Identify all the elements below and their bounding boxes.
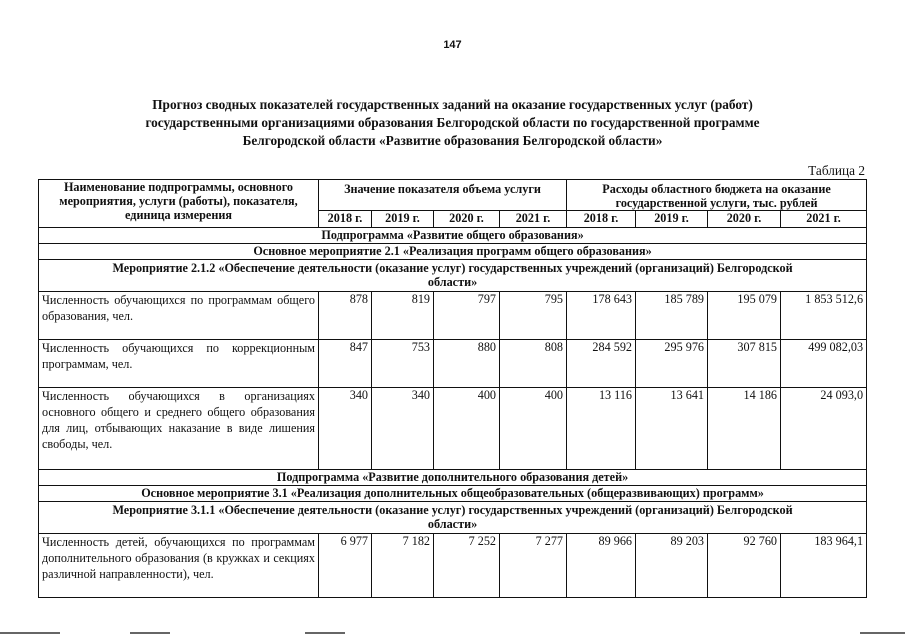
header-row-groups [39,180,867,211]
value-cell: 7 252 [434,534,500,598]
value-cell: 1 853 512,6 [781,292,867,340]
value-cell: 7 182 [372,534,434,598]
header-year: 2020 г. [434,211,500,228]
value-cell: 185 789 [636,292,708,340]
value-cell: 7 277 [500,534,567,598]
value-cell: 24 093,0 [781,388,867,470]
table-row [39,292,867,340]
value-cell: 6 977 [319,534,372,598]
value-cell: 89 966 [567,534,636,598]
header-year: 2018 г. [567,211,636,228]
header-year: 2021 г. [781,211,867,228]
table-row [39,534,867,598]
value-cell: 753 [372,340,434,388]
header-budget-group: Расходы областного бюджета на оказание государственной услуги, тыс. рублей [567,180,867,211]
header-year: 2018 г. [319,211,372,228]
value-cell: 499 082,03 [781,340,867,388]
value-cell: 14 186 [708,388,781,470]
value-cell: 307 815 [708,340,781,388]
indicator-name: Численность обучающихся в организациях основного общего и среднего общего образования для лиц, отбывающих наказание в виде лишения свободы, чел. [39,388,319,470]
section-row [39,502,867,534]
value-cell: 92 760 [708,534,781,598]
value-cell: 183 964,1 [781,534,867,598]
value-cell: 195 079 [708,292,781,340]
value-cell: 400 [500,388,567,470]
value-cell: 295 976 [636,340,708,388]
subprogram-heading: Подпрограмма «Развитие общего образования» [39,228,867,244]
value-cell: 178 643 [567,292,636,340]
header-volume-group: Значение показателя объема услуги [319,180,567,211]
event-heading: Мероприятие 2.1.2 «Обеспечение деятельности (оказание услуг) государственных учреждений (организаций) Белгородской области» [39,260,867,292]
value-cell: 284 592 [567,340,636,388]
scan-mark [130,632,170,634]
value-cell: 880 [434,340,500,388]
event-heading: Мероприятие 3.1.1 «Обеспечение деятельности (оказание услуг) государственных учреждений (организаций) Белгородской области» [39,502,867,534]
section-row [39,470,867,486]
value-cell: 847 [319,340,372,388]
subprogram-heading: Подпрограмма «Развитие дополнительного образования детей» [39,470,867,486]
value-cell: 89 203 [636,534,708,598]
table-row [39,388,867,470]
scan-mark [305,632,345,634]
section-row [39,244,867,260]
value-cell: 797 [434,292,500,340]
value-cell: 13 116 [567,388,636,470]
value-cell: 795 [500,292,567,340]
main-event-heading: Основное мероприятие 2.1 «Реализация программ общего образования» [39,244,867,260]
value-cell: 808 [500,340,567,388]
scan-artifacts [0,632,905,636]
header-year: 2019 г. [636,211,708,228]
title-line-2: государственными организациями образования Белгородской области по государственной программе [145,115,760,130]
value-cell: 819 [372,292,434,340]
section-row [39,228,867,244]
value-cell: 340 [319,388,372,470]
header-year: 2020 г. [708,211,781,228]
table-row [39,340,867,388]
header-year: 2021 г. [500,211,567,228]
value-cell: 878 [319,292,372,340]
indicator-name: Численность обучающихся по программам общего образования, чел. [39,292,319,340]
title-line-3: Белгородской области «Развитие образования Белгородской области» [242,133,663,148]
value-cell: 400 [434,388,500,470]
scan-mark [0,632,60,634]
table-label: Таблица 2 [808,163,865,178]
header-name-col: Наименование подпрограммы, основного мероприятия, услуги (работы), показателя, единица измерения [39,180,319,228]
document-title [60,96,845,150]
indicator-name: Численность детей, обучающихся по программам дополнительного образования (в кружках и секциях различной направленности), чел. [39,534,319,598]
title-line-1: Прогноз сводных показателей государственных заданий на оказание государственных услуг (работ) [152,97,753,112]
value-cell: 13 641 [636,388,708,470]
value-cell: 340 [372,388,434,470]
section-row [39,486,867,502]
page-number: 147 [443,39,462,51]
header-year: 2019 г. [372,211,434,228]
main-event-heading: Основное мероприятие 3.1 «Реализация дополнительных общеобразовательных (общеразвивающих) программ» [39,486,867,502]
forecast-table [38,179,867,598]
indicator-name: Численность обучающихся по коррекционным программам, чел. [39,340,319,388]
section-row [39,260,867,292]
scan-mark [860,632,905,634]
